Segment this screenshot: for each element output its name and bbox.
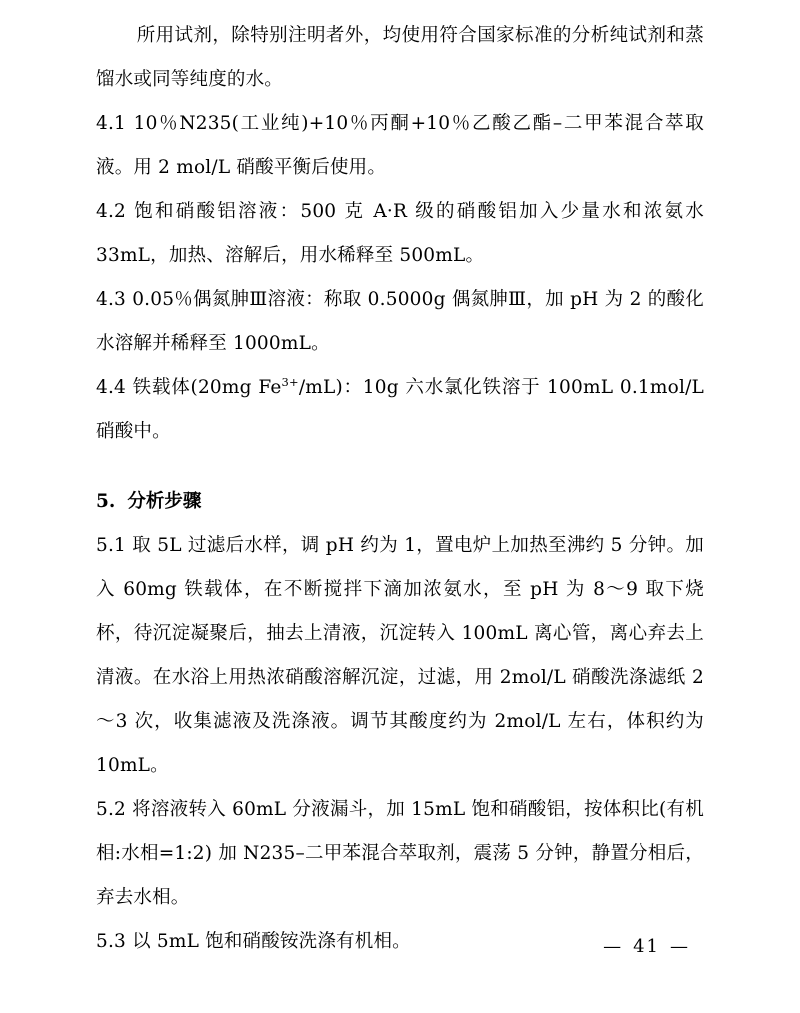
section-title-text: 分析步骤	[127, 491, 202, 512]
paragraph-5-1: 5.1 取 5L 过滤后水样，调 pH 约为 1，置电炉上加热至沸约 5 分钟。加入 60mg 铁载体，在不断搅拌下滴加浓氨水，至 pH 为 8～9 取下烧杯，待沉淀凝聚后，抽去上清液，沉淀转入 100mL 离心管，离心弃去上清液。在水浴上用热浓硝酸溶解沉淀，过滤，用 2mol/L 硝酸洗涤滤纸 2～3 次，收集滤液及洗涤液。调节其酸度约为 2mol/L 左右，体积约为 10mL。	[96, 535, 704, 776]
footer-dash-right: —	[670, 936, 690, 957]
page-footer	[0, 936, 800, 957]
section-number: 5.	[96, 491, 116, 512]
paragraph-4-3: 4.3 0.05％偶氮胂Ⅲ溶液：称取 0.5000g 偶氮胂Ⅲ，加 pH 为 2 的酸化水溶解并稀释至 1000mL。	[96, 289, 704, 354]
paragraph-4-4: 4.4 铁载体(20mg $Fe^{3+}/mL$)：10g 六水氯化铁溶于 100mL 0.1mol/L 硝酸中。	[96, 374, 704, 442]
section-heading	[96, 466, 704, 524]
footer-dash-left: —	[603, 936, 624, 957]
paragraph-4-2: 4.2 饱和硝酸铝溶液：500 克 A·R 级的硝酸铝加入少量水和浓氨水 33mL，加热、溶解后，用水稀释至 500mL。	[96, 201, 704, 266]
paragraph-5-2: 5.2 将溶液转入 60mL 分液漏斗，加 15mL 饱和硝酸铝，按体积比(有机相:水相=1:2) 加 N235–二甲苯混合萃取剂，震荡 5 分钟，静置分相后，弃去水相。	[96, 799, 704, 908]
paragraph-5-3: 5.3 以 5mL 饱和硝酸铵洗涤有机相。	[96, 931, 411, 952]
section-spacer	[96, 454, 704, 466]
page-number: 41	[633, 936, 660, 957]
paragraph-4-1: 4.1 10％N235(工业纯)+10％丙酮+10％乙酸乙酯–二甲苯混合萃取液。用 2 mol/L 硝酸平衡后使用。	[96, 113, 704, 178]
paragraph-intro: 所用试剂，除特别注明者外，均使用符合国家标准的分析纯试剂和蒸馏水或同等纯度的水。	[96, 25, 704, 90]
